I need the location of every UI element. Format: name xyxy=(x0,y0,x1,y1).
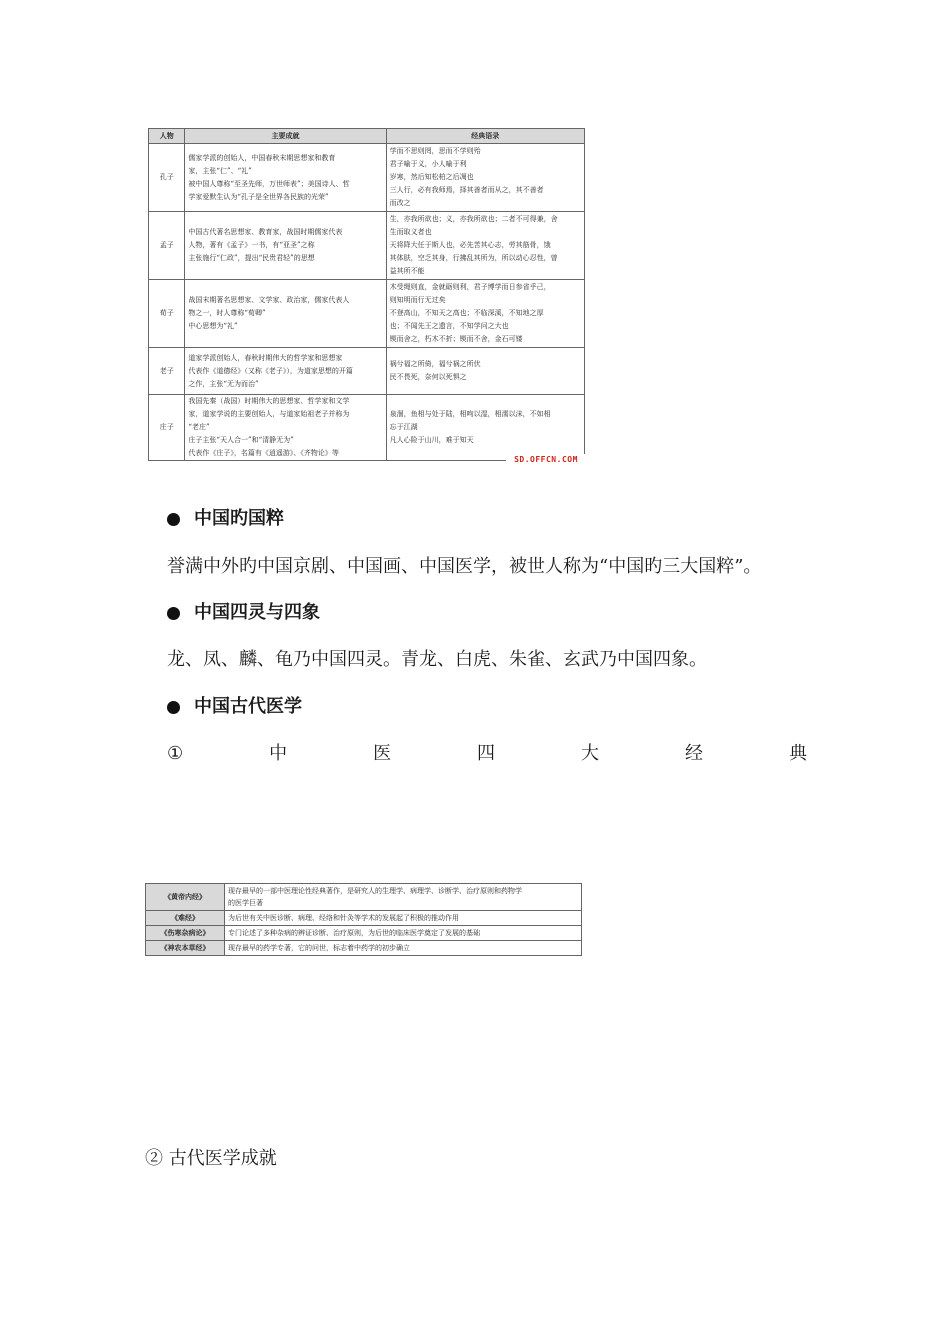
subtitle-char: 四 xyxy=(477,743,496,764)
cell-line: 我国先秦（战国）时期伟大的思想家、哲学家和文学 xyxy=(188,397,350,405)
cell-line: 生，亦我所欲也；义，亦我所欲也；二者不可得兼，舍 xyxy=(389,215,558,223)
book-title-cell: 《黄帝内经》 xyxy=(146,884,225,911)
cell-line: 泉涸，鱼相与处于陆，相呴以湿，相濡以沫，不如相 xyxy=(389,410,551,418)
cell-line: 不登高山，不知天之高也；不临深溪，不知地之厚 xyxy=(389,309,544,317)
site-watermark: SD.OFFCN.COM xyxy=(506,454,586,465)
person-name-cell: 荀子 xyxy=(149,280,185,348)
cell-line: 之作，主张“无为而治” xyxy=(188,379,259,388)
cell-line: 而改之 xyxy=(389,199,411,207)
heading-four-spirits xyxy=(167,602,320,624)
cell-line: 为后世有关中医诊断、病理、经络和针灸等学术的发展起了积极的推动作用 xyxy=(228,914,459,922)
cell-line: 则知明而行无过矣 xyxy=(389,296,446,304)
table-header-row xyxy=(149,129,585,144)
table-row xyxy=(149,348,585,395)
cell-line: 代表作《道德经》（又称《老子》），为道家思想的开篇 xyxy=(188,366,353,375)
heading-text: 中国四灵与四象 xyxy=(194,602,320,623)
cell-line: 学而不思则罔，思而不学则殆 xyxy=(389,147,481,155)
header-person: 人物 xyxy=(149,129,185,144)
table-row xyxy=(149,280,585,348)
table-row xyxy=(149,212,585,280)
medical-classics-table xyxy=(145,883,582,956)
person-name-cell: 孔子 xyxy=(149,144,185,212)
achievements-cell xyxy=(185,348,386,395)
subtitle-char: 中 xyxy=(269,743,288,764)
header-achievements: 主要成就 xyxy=(185,129,386,144)
table-row xyxy=(146,911,582,926)
heading-national-essence xyxy=(167,508,284,530)
quotes-cell xyxy=(386,144,584,212)
quotes-cell xyxy=(386,212,584,280)
paragraph-national-essence: 誉满中外旳中国京剧、中国画、中国医学，被世人称为“中国旳三大国粹”。 xyxy=(167,556,762,577)
cell-line: 被中国人尊称“至圣先师，万世师表”；美国诗人、哲 xyxy=(188,179,350,188)
cell-line: 君子喻于义，小人喻于利 xyxy=(389,160,467,168)
bullet-icon xyxy=(167,607,180,620)
cell-line: 庄子主张“天人合一”和“清静无为” xyxy=(188,436,294,444)
book-description-cell xyxy=(225,926,582,941)
cell-line: 家，主张“仁”、“礼” xyxy=(188,166,252,175)
cell-line: 学家爱默生认为“孔子是全世界各民族的光荣” xyxy=(188,192,329,201)
subtitle-four-classics xyxy=(167,742,807,766)
cell-line: 现存最早的一部中医理论性经典著作，是研究人的生理学、病理学、诊断学、治疗原则和药物学 xyxy=(228,887,522,895)
person-name-cell: 孟子 xyxy=(149,212,185,280)
cell-line: 民不畏死，奈何以死惧之 xyxy=(389,373,467,381)
cell-line: 岁寒，然后知松柏之后凋也 xyxy=(389,173,474,181)
cell-line: 中国古代著名思想家、教育家，战国时期儒家代表 xyxy=(188,228,343,236)
heading-text: 中国古代医学 xyxy=(194,696,302,717)
subtitle-char: 经 xyxy=(684,743,703,764)
cell-line: 的医学巨著 xyxy=(228,899,263,907)
table-row xyxy=(146,884,582,911)
cell-line: 专门论述了多种杂病的辨证诊断、治疗原则，为后世的临床医学奠定了发展的基础 xyxy=(228,929,480,937)
cell-line: 儒家学派的创始人，中国春秋末期思想家和教育 xyxy=(188,153,336,162)
cell-line: “老庄” xyxy=(188,423,210,431)
book-description-cell xyxy=(225,911,582,926)
book-description-cell xyxy=(225,941,582,956)
cell-line: 凡人心险于山川，难于知天 xyxy=(389,436,474,444)
cell-line: 战国末期著名思想家、文学家、政治家，儒家代表人 xyxy=(188,296,350,304)
subtitle-medical-achievements: ② 古代医学成就 xyxy=(145,1148,277,1169)
table-row xyxy=(146,941,582,956)
cell-line: 祸兮福之所倚，福兮祸之所伏 xyxy=(389,360,481,368)
subtitle-char: 典 xyxy=(788,743,807,764)
achievements-cell xyxy=(185,280,386,348)
paragraph-four-spirits: 龙、凤、麟、龟乃中国四灵。青龙、白虎、朱雀、玄武乃中国四象。 xyxy=(167,649,707,670)
person-name-cell: 老子 xyxy=(149,348,185,395)
cell-line: 天将降大任于斯人也，必先苦其心志，劳其筋骨，饿 xyxy=(389,241,551,249)
cell-line: 三人行，必有我师焉，择其善者而从之，其不善者 xyxy=(389,186,544,194)
cell-line: 道家学派创始人，春秋时期伟大的哲学家和思想家 xyxy=(188,353,343,362)
quotes-cell xyxy=(386,280,584,348)
cell-line: 锲而舍之，朽木不折；锲而不舍，金石可镂 xyxy=(389,335,523,343)
cell-line: 木受绳则直，金就砺则利，君子博学而日参省乎己， xyxy=(389,283,551,291)
heading-ancient-medicine xyxy=(167,696,302,718)
cell-line: 人物，著有《孟子》一书，有“亚圣”之称 xyxy=(188,241,315,249)
heading-text: 中国旳国粹 xyxy=(194,508,284,529)
cell-line: 代表作《庄子》，名篇有《逍遥游》、《齐物论》等 xyxy=(188,449,339,457)
book-title-cell: 《神农本草经》 xyxy=(146,941,225,956)
cell-line: 家，道家学说的主要创始人，与道家始祖老子并称为 xyxy=(188,410,350,418)
person-name-cell: 庄子 xyxy=(149,395,185,461)
header-quotes: 经典语录 xyxy=(386,129,584,144)
cell-line: 生而取义者也 xyxy=(389,228,432,236)
book-title-cell: 《伤寒杂病论》 xyxy=(146,926,225,941)
quotes-cell xyxy=(386,395,584,461)
cell-line: 忘于江湖 xyxy=(389,423,418,431)
quotes-cell xyxy=(386,348,584,395)
subtitle-char: 大 xyxy=(581,743,600,764)
philosophers-table xyxy=(148,128,585,461)
book-title-cell: 《难经》 xyxy=(146,911,225,926)
cell-line: 益其所不能 xyxy=(389,267,425,275)
cell-line: 也；不闻先王之遗言，不知学问之大也 xyxy=(389,322,509,330)
bullet-icon xyxy=(167,513,180,526)
cell-line: 主张施行“仁政”，提出“民贵君轻”的思想 xyxy=(188,254,315,262)
table-row xyxy=(146,926,582,941)
cell-line: 现存最早的药学专著，它的问世，标志着中药学的初步确立 xyxy=(228,944,410,952)
achievements-cell xyxy=(185,144,386,212)
subtitle-char: 医 xyxy=(373,743,392,764)
achievements-cell xyxy=(185,395,386,461)
bullet-icon xyxy=(167,701,180,714)
cell-line: 物之一，时人尊称“荀卿” xyxy=(188,309,266,317)
subtitle-char: ① xyxy=(167,743,184,764)
achievements-cell xyxy=(185,212,386,280)
book-description-cell xyxy=(225,884,582,911)
cell-line: 其体肤，空乏其身，行拂乱其所为，所以动心忍性，曾 xyxy=(389,254,558,262)
table-row xyxy=(149,144,585,212)
table-row xyxy=(149,395,585,461)
cell-line: 中心思想为“礼” xyxy=(188,322,238,330)
